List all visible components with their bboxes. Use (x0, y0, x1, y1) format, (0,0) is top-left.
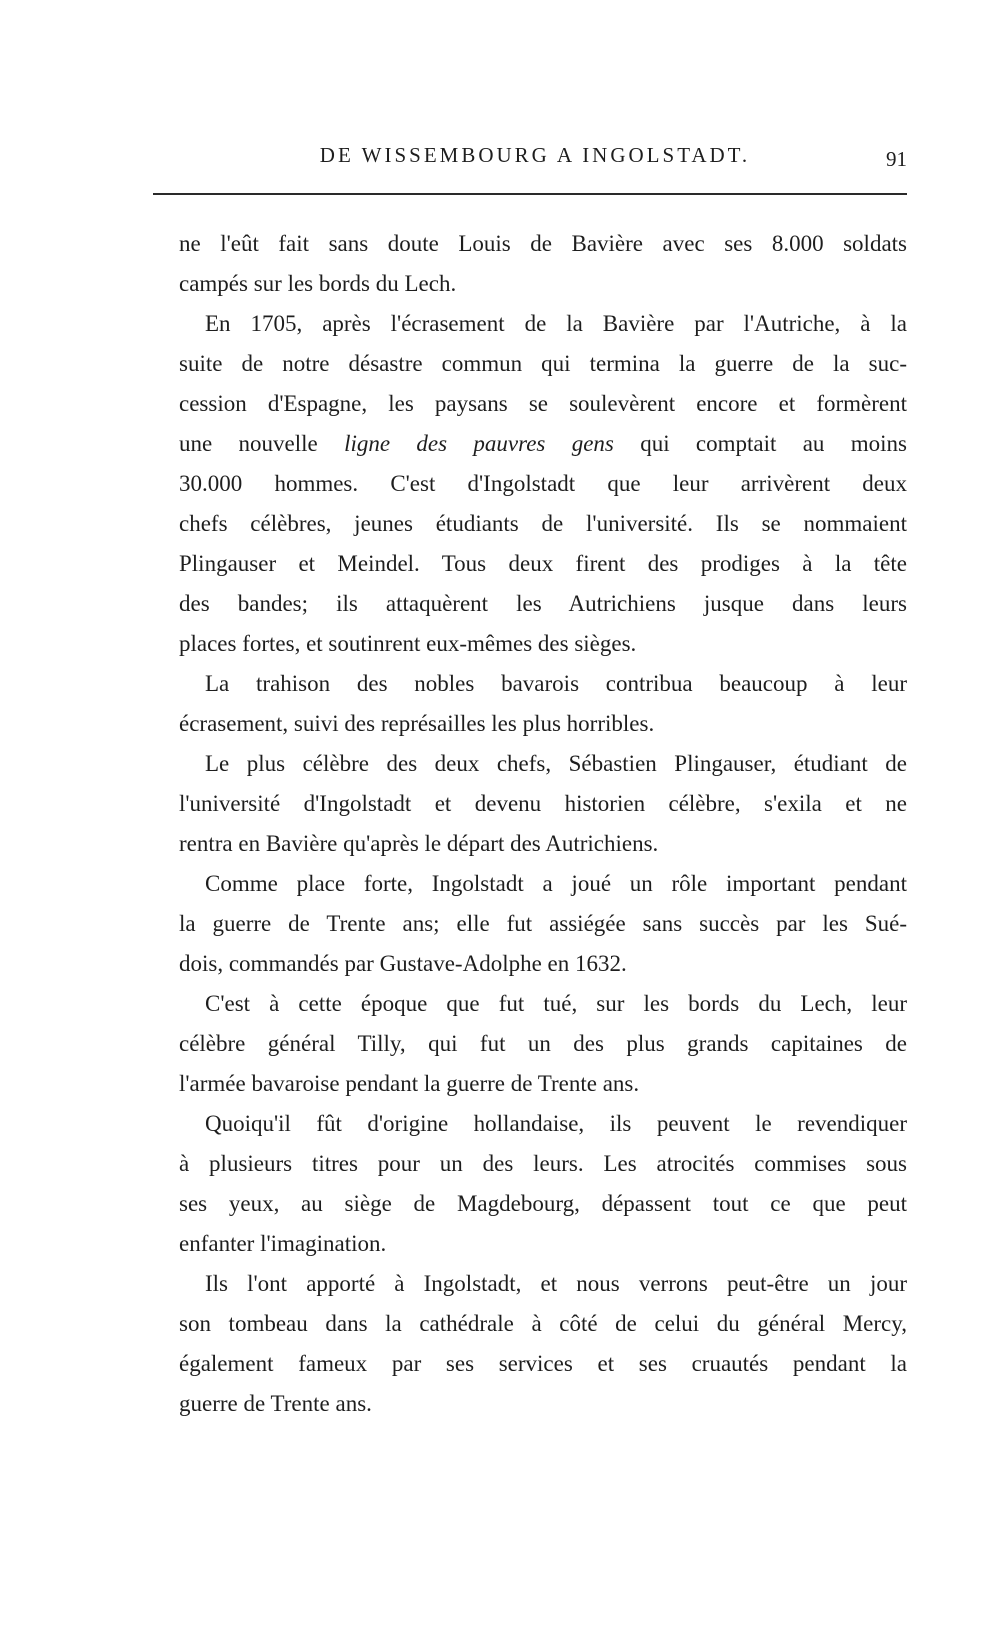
text-line: l'armée bavaroise pendant la guerre de Trente ans. (179, 1071, 640, 1096)
header-rule (153, 193, 907, 195)
text-line: ne l'eût fait sans doute Louis de Bavière avec ses 8.000 soldats (179, 231, 907, 256)
paragraph-place-forte (153, 864, 907, 984)
text-line: C'est à cette époque que fut tué, sur les bords du Lech, leur (205, 991, 907, 1016)
text-line: célèbre général Tilly, qui fut un des plus grands capitaines de (179, 1031, 907, 1056)
text-line: chefs célèbres, jeunes étudiants de l'université. Ils se nommaient (179, 511, 907, 536)
running-head (150, 138, 905, 172)
paragraph-tombeau (153, 1264, 907, 1424)
paragraph-tilly (153, 984, 907, 1104)
page-number: 91 (886, 147, 907, 171)
text-line: Plingauser et Meindel. Tous deux firent des prodiges à la tête (179, 551, 907, 576)
text-line: En 1705, après l'écrasement de la Bavière par l'Autriche, à la (205, 311, 907, 336)
text-line: suite de notre désastre commun qui termina la guerre de la suc- (179, 351, 907, 376)
text-line: Ils l'ont apporté à Ingolstadt, et nous verrons peut-être un jour (205, 1271, 907, 1296)
text-line: places fortes, et soutinrent eux-mêmes des sièges. (179, 631, 637, 656)
text-line: à plusieurs titres pour un des leurs. Les atrocités commises sous (179, 1151, 907, 1176)
text-line: 30.000 hommes. C'est d'Ingolstadt que leur arrivèrent deux (179, 471, 907, 496)
text-line: son tombeau dans la cathédrale à côté de celui du général Mercy, (179, 1311, 907, 1336)
text-line: des bandes; ils attaquèrent les Autrichiens jusque dans leurs (179, 591, 907, 616)
text-fragment: qui comptait au moins (613, 431, 907, 456)
text-line: écrasement, suivi des représailles les plus horribles. (179, 711, 655, 736)
paragraph-1705 (153, 304, 907, 664)
text-line: enfanter l'imagination. (179, 1231, 387, 1256)
text-line: guerre de Trente ans. (179, 1391, 372, 1416)
text-line-with-italic (153, 424, 907, 464)
paragraph-continuation (153, 224, 907, 304)
text-line: La trahison des nobles bavarois contribua beaucoup à leur (205, 671, 907, 696)
text-line: dois, commandés par Gustave-Adolphe en 1632. (179, 951, 627, 976)
text-line: ses yeux, au siège de Magdebourg, dépassent tout ce que peut (179, 1191, 907, 1216)
text-line: Le plus célèbre des deux chefs, Sébastien Plingauser, étudiant de (205, 751, 907, 776)
text-line: la guerre de Trente ans; elle fut assiégée sans succès par les Sué- (179, 911, 907, 936)
paragraph-trahison (153, 664, 907, 744)
paragraph-plingauser (153, 744, 907, 864)
text-line: également fameux par ses services et ses cruautés pendant la (179, 1351, 907, 1376)
text-fragment: une nouvelle (179, 431, 345, 456)
body-text (153, 224, 907, 1424)
text-line: Comme place forte, Ingolstadt a joué un rôle important pendant (205, 871, 907, 896)
italic-phrase: ligne des pauvres gens (344, 431, 614, 456)
text-line: campés sur les bords du Lech. (179, 271, 457, 296)
running-title: DE WISSEMBOURG A INGOLSTADT. (319, 143, 751, 167)
text-line: rentra en Bavière qu'après le départ des Autrichiens. (179, 831, 659, 856)
text-line: Quoiqu'il fût d'origine hollandaise, ils peuvent le revendiquer (205, 1111, 907, 1136)
text-line: l'université d'Ingolstadt et devenu historien célèbre, s'exila et ne (179, 791, 907, 816)
paragraph-magdebourg (153, 1104, 907, 1264)
text-line: cession d'Espagne, les paysans se soulevèrent encore et formèrent (179, 391, 907, 416)
